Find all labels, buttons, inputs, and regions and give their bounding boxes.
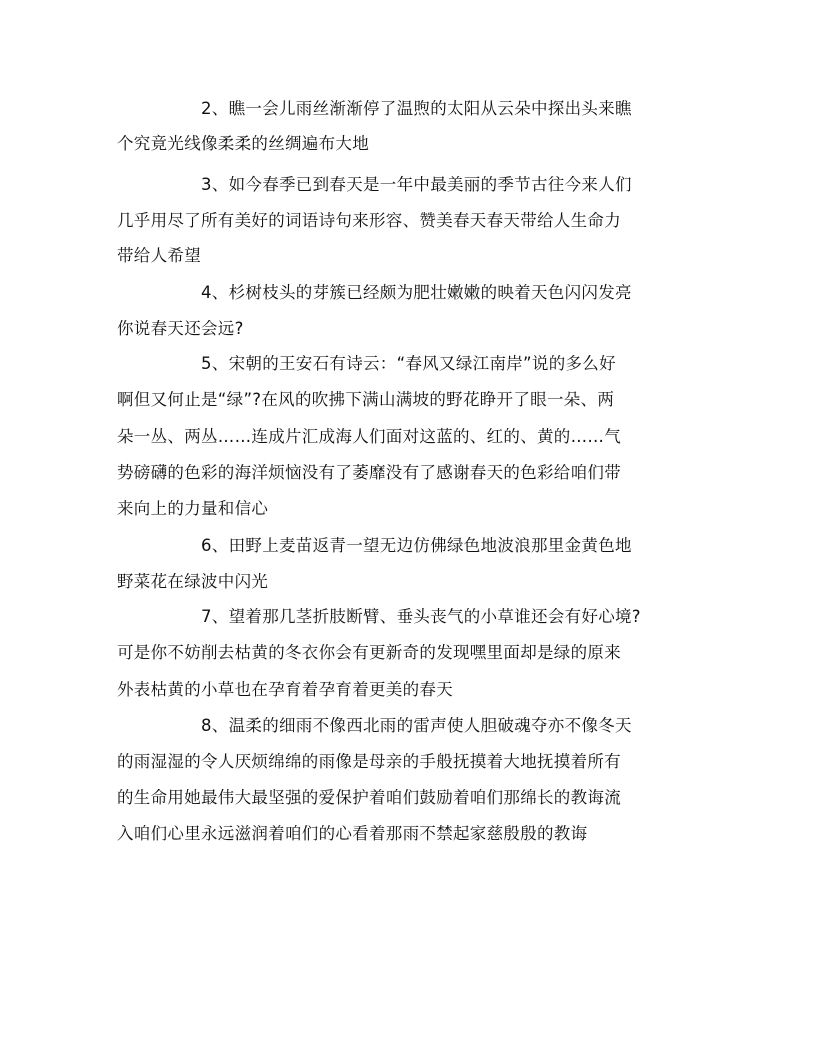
paragraph-5-line-4: 势磅礴的色彩的海洋烦恼没有了萎靡没有了感谢春天的色彩给咱们带 <box>117 463 621 482</box>
paragraph-2-line-2: 个究竟光线像柔柔的丝绸遍布大地 <box>117 134 369 153</box>
paragraph-8-line-1: 8、温柔的细雨不像西北雨的雷声使人胆破魂夺亦不像冬天 <box>201 716 632 735</box>
paragraph-4-line-1: 4、杉树枝头的芽簇已经颇为肥壮嫩嫩的映着天色闪闪发亮 <box>201 283 632 302</box>
paragraph-7-line-3: 外表枯黄的小草也在孕育着孕育着更美的春天 <box>117 680 453 699</box>
paragraph-5-line-2: 啊但又何止是“绿”?在风的吹拂下满山满坡的野花睁开了眼一朵、两 <box>117 390 615 409</box>
paragraph-5-line-3: 朵一丛、两丛……连成片汇成海人们面对这蓝的、红的、黄的……气 <box>117 427 621 446</box>
paragraph-5-line-5: 来向上的力量和信心 <box>117 499 269 518</box>
paragraph-7-line-2: 可是你不妨削去枯黄的冬衣你会有更新奇的发现嘿里面却是绿的原来 <box>117 643 621 662</box>
paragraph-8-line-4: 入咱们心里永远滋润着咱们的心看着那雨不禁起家慈殷殷的教诲 <box>117 824 588 843</box>
paragraph-7-line-1: 7、望着那几茎折肢断臂、垂头丧气的小草谁还会有好心境? <box>201 607 641 626</box>
paragraph-6-line-2: 野菜花在绿波中闪光 <box>117 572 269 591</box>
paragraph-3-line-1: 3、如今春季已到春天是一年中最美丽的季节古往今来人们 <box>201 175 632 194</box>
paragraph-3-line-2: 几乎用尽了所有美好的词语诗句来形容、赞美春天春天带给人生命力 <box>117 211 621 230</box>
paragraph-3-line-3: 带给人希望 <box>117 246 201 265</box>
paragraph-8-line-2: 的雨湿湿的令人厌烦绵绵的雨像是母亲的手般抚摸着大地抚摸着所有 <box>117 752 621 771</box>
paragraph-2-line-1: 2、瞧一会儿雨丝渐渐停了温煦的太阳从云朵中探出头来瞧 <box>201 99 632 118</box>
paragraph-5-line-1: 5、宋朝的王安石有诗云：“春风又绿江南岸”说的多么好 <box>201 354 616 373</box>
paragraph-6-line-1: 6、田野上麦苗返青一望无边仿佛绿色地波浪那里金黄色地 <box>201 536 632 555</box>
paragraph-8-line-3: 的生命用她最伟大最坚强的爱保护着咱们鼓励着咱们那绵长的教诲流 <box>117 788 621 807</box>
paragraph-4-line-2: 你说春天还会远? <box>117 319 244 338</box>
